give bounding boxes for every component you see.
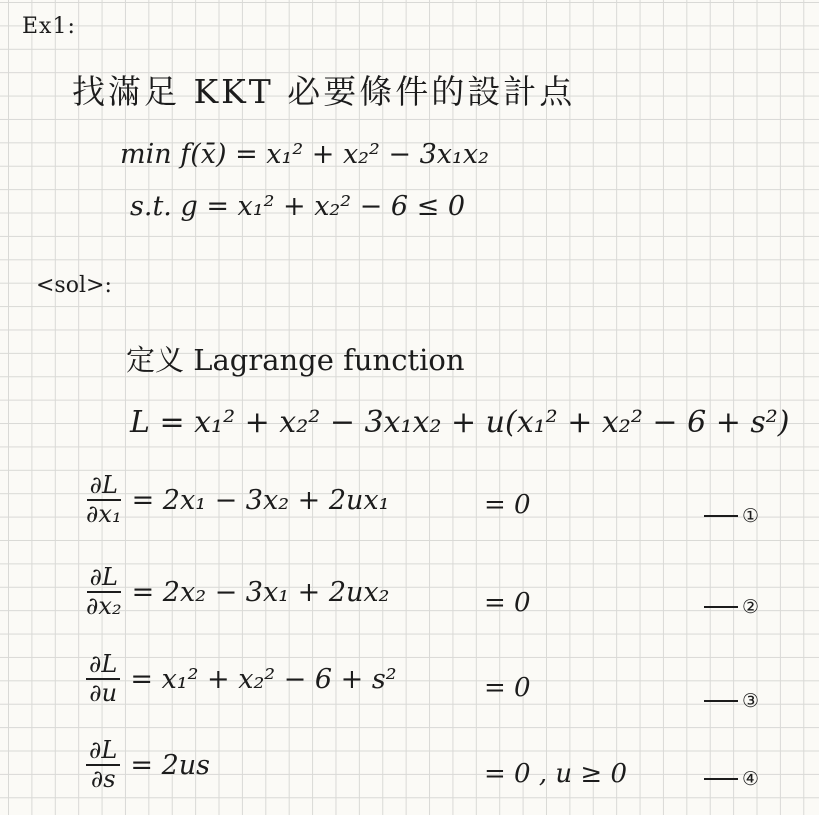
equals-zero-condition: = 0 , u ≥ 0 [484, 759, 627, 789]
tag-dash [704, 515, 738, 517]
equation-rhs: = x₁² + x₂² − 6 + s² [130, 663, 397, 695]
fraction-denominator: ∂u [89, 679, 118, 708]
lagrangian: L = x₁² + x₂² − 3x₁x₂ + u(x₁² + x₂² − 6 + s²) [130, 405, 790, 440]
fraction-denominator: ∂x₁ [86, 500, 122, 529]
fraction-numerator: ∂L [86, 652, 120, 680]
tag-dash [704, 606, 738, 608]
tag-dash [704, 700, 738, 702]
example-label: Ex1: [22, 14, 76, 39]
equation-tag [704, 690, 759, 712]
equals-zero: = 0 [484, 588, 531, 618]
partial-x2-equation [86, 565, 389, 619]
equals-zero: = 0 [484, 673, 531, 703]
tag-number: ③ [742, 690, 760, 712]
objective-function: min f(x̄) = x₁² + x₂² − 3x₁x₂ [120, 139, 489, 170]
fraction-numerator: ∂L [87, 473, 121, 501]
tag-dash [704, 778, 738, 780]
fraction [86, 565, 122, 619]
tag-number: ② [742, 596, 760, 618]
definition-line: 定义 Lagrange function [126, 343, 465, 377]
fraction-denominator: ∂s [90, 765, 116, 794]
problem-title: 找滿足 KKT 必要條件的設計点 [72, 72, 576, 111]
fraction-numerator: ∂L [87, 565, 121, 593]
equation-tag [704, 768, 759, 790]
partial-x1-equation [86, 473, 389, 527]
equation-rhs: = 2x₁ − 3x₂ + 2ux₁ [131, 484, 390, 516]
constraint: s.t. g = x₁² + x₂² − 6 ≤ 0 [130, 191, 465, 222]
fraction [86, 738, 120, 792]
partial-u-equation [86, 652, 397, 706]
equation-rhs: = 2us [130, 749, 210, 781]
equation-tag [704, 505, 759, 527]
partial-s-equation [86, 738, 210, 792]
solution-label: <sol>: [36, 273, 112, 298]
fraction-numerator: ∂L [86, 738, 120, 766]
fraction [86, 473, 122, 527]
equation-rhs: = 2x₂ − 3x₁ + 2ux₂ [131, 576, 390, 608]
tag-number: ① [742, 505, 760, 527]
equals-zero: = 0 [484, 490, 531, 520]
fraction-denominator: ∂x₂ [86, 592, 122, 621]
equation-tag [704, 596, 759, 618]
fraction [86, 652, 120, 706]
tag-number: ④ [742, 768, 760, 790]
